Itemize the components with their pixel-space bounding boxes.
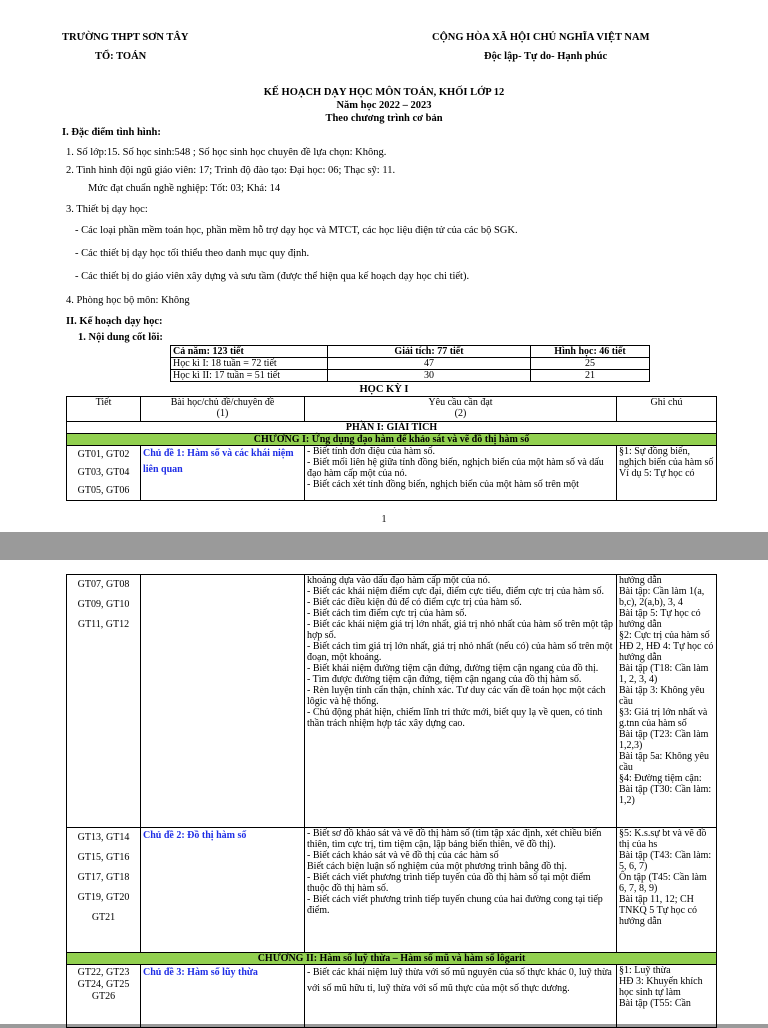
- section-2-heading: II. Kế hoạch dạy học:: [66, 316, 163, 327]
- table-cell: 30: [328, 370, 531, 382]
- requirement-item: - Biết sơ đồ khảo sát và vẽ đồ thị hàm số (tìm tập xác định, xét chiều biến thiên, tìm cực trị, tìm tiệm cận, lập bảng biến thiên, vẽ đồ thị).: [307, 828, 602, 850]
- topic-cell: [141, 575, 305, 828]
- notes-cell: [617, 828, 717, 953]
- period-label: GT05, GT06: [77, 485, 130, 496]
- note-item: Bài tập (T23: Cần làm 1,2,3): [619, 729, 709, 751]
- period-label: GT22, GT23: [77, 967, 130, 978]
- note-item: Bài tập 3: Không yêu cầu: [619, 685, 705, 707]
- requirement-item: khoảng dựa vào dấu đạo hàm cấp một của nó.: [307, 575, 491, 586]
- column-header-requirements-number: (2): [454, 408, 467, 419]
- note-item: §2: Cực trị của hàm số: [619, 630, 710, 641]
- column-header-topic-label: Bài học/chủ đề/chuyên đề: [170, 397, 275, 408]
- document-page-2: [0, 560, 768, 1024]
- period-cell: [67, 575, 141, 828]
- table-row: [67, 446, 717, 501]
- note-item: hướng dẫn: [619, 575, 662, 586]
- part-row: [67, 422, 717, 434]
- period-label: GT24, GT25: [77, 979, 130, 990]
- period-label: GT13, GT14: [77, 832, 130, 843]
- chapter-row: [67, 953, 717, 965]
- section-1-item-2: 2. Tình hình đội ngũ giáo viên: 17; Trình độ đào tạo: Đại học: 06; Thạc sỹ: 11.: [66, 165, 396, 176]
- note-item: §1: Luỹ thừa: [619, 965, 671, 976]
- section-1-item-4: 4. Phòng học bộ môn: Không: [66, 295, 190, 306]
- table-cell: 25: [531, 358, 650, 370]
- notes-cell: [617, 575, 717, 828]
- topic-cell: Chủ đề 3: Hàm số lũy thừa: [141, 965, 305, 1028]
- column-header-period: Tiết: [67, 397, 141, 422]
- period-label: GT09, GT10: [77, 599, 130, 610]
- summary-table: [170, 345, 650, 382]
- requirement-item: - Biết mối liên hệ giữa tính đồng biến, nghịch biến của một hàm số và dấu đạo hàm cấp một của nó.: [307, 457, 604, 479]
- requirement-item: - Biết các khái niệm luỹ thừa với số mũ nguyên của số thực khác 0, luỹ thừa với số mũ hữu tỉ, luỹ thừa với số mũ thực của một số thực dương.: [307, 967, 612, 994]
- section-1-item-3b: - Các thiết bị dạy học tối thiểu theo danh mục quy định.: [75, 248, 310, 259]
- requirement-item: - Biết cách viết phương trình tiếp tuyến chung của hai đường cong tại tiếp điểm.: [307, 894, 603, 916]
- section-1-item-1: 1. Số lớp:15. Số học sinh:548 ; Số học sinh học chuyên đề lựa chọn: Không.: [66, 147, 387, 158]
- table-row: [67, 828, 717, 953]
- note-item: §3: Giá trị lớn nhất và g.tnn của hàm số: [619, 707, 708, 729]
- requirements-cell: [305, 828, 617, 953]
- table-cell: Học kì II: 17 tuần = 51 tiết: [171, 370, 328, 382]
- requirements-cell: [305, 965, 617, 1028]
- document-title: KẾ HOẠCH DẠY HỌC MÔN TOÁN, KHỐI LỚP 12: [263, 87, 505, 98]
- column-header-topic-number: (1): [216, 408, 229, 419]
- period-label: GT15, GT16: [77, 852, 130, 863]
- period-label: GT21: [91, 912, 116, 923]
- requirements-cell: [305, 446, 617, 501]
- table-row: [67, 575, 717, 828]
- requirement-item: - Biết cách viết phương trình tiếp tuyến của đồ thị hàm số tại một điểm thuộc đồ thị hàm số.: [307, 872, 591, 894]
- section-1-heading: I. Đặc điểm tình hình:: [62, 127, 161, 138]
- chapter-row: [67, 434, 717, 446]
- column-header-notes: Ghi chú: [617, 397, 717, 422]
- table-header-row: [67, 397, 717, 422]
- note-item: HĐ 2, HĐ 4: Tự học có hướng dẫn: [619, 641, 714, 663]
- period-label: GT03, GT04: [77, 467, 130, 478]
- chapter-2-heading: CHƯƠNG II: Hàm số luỹ thừa – Hàm số mũ và hàm số lôgarit: [67, 953, 717, 965]
- table-cell: 47: [328, 358, 531, 370]
- note-item: Bài tập 5: Tự học có hướng dẫn: [619, 608, 701, 630]
- period-label: GT07, GT08: [77, 579, 130, 590]
- table-cell: Giải tích: 77 tiết: [328, 346, 531, 358]
- table-row: [171, 358, 650, 370]
- period-cell: [67, 828, 141, 953]
- notes-cell: [617, 446, 717, 501]
- note-item: Bài tập (T18: Cần làm 1, 2, 3, 4): [619, 663, 709, 685]
- column-header-requirements: [305, 397, 617, 422]
- requirement-item: - Tìm được đường tiệm cận đứng, tiệm cận ngang của đồ thị hàm số.: [307, 674, 582, 685]
- table-cell: Học kì I: 18 tuần = 72 tiết: [171, 358, 328, 370]
- requirements-cell: [305, 575, 617, 828]
- semester-heading: HỌC KỲ I: [359, 384, 409, 395]
- column-header-requirements-label: Yêu cầu cần đạt: [428, 397, 493, 408]
- requirement-item: - Biết các khái niệm giá trị lớn nhất, giá trị nhỏ nhất của hàm số trên một tập hợp số.: [307, 619, 614, 641]
- requirement-item: - Biết cách tìm điểm cực trị của hàm số.: [307, 608, 467, 619]
- page-number: 1: [381, 514, 387, 525]
- requirement-item: - Biết cách khảo sát và vẽ đồ thị của các hàm số: [307, 850, 499, 861]
- note-item: Bài tập (T43: Cần làm: 5, 6, 7): [619, 850, 712, 872]
- table-row: [171, 370, 650, 382]
- section-1-item-3c: - Các thiết bị do giáo viên xây dựng và sưu tầm (được thể hiện qua kế hoạch dạy học chi tiết).: [75, 271, 470, 282]
- section-1-item-3: 3. Thiết bị dạy học:: [66, 204, 148, 215]
- motto: Độc lập- Tự do- Hạnh phúc: [484, 51, 608, 62]
- school-name: TRƯỜNG THPT SƠN TÂY: [62, 32, 189, 43]
- country-name: CỘNG HÒA XÃ HỘI CHỦ NGHĨA VIỆT NAM: [432, 32, 650, 43]
- requirement-item: - Biết các điều kiện đủ để có điểm cực trị của hàm số.: [307, 597, 522, 608]
- note-item: HĐ 3: Khuyến khích học sinh tự làm: [619, 976, 703, 998]
- column-header-topic: [141, 397, 305, 422]
- period-label: GT11, GT12: [77, 619, 130, 630]
- school-year: Năm học 2022 – 2023: [336, 100, 432, 111]
- period-cell: [67, 446, 141, 501]
- requirement-item: - Biết cách xét tính đồng biến, nghịch biến của một hàm số trên một: [307, 479, 579, 490]
- note-item: Ví dụ 5: Tự học có: [619, 468, 695, 479]
- lesson-plan-table: [66, 396, 717, 501]
- note-item: Bài tập 11, 12; CH TNKQ 5 Tự học có hướng dẫn: [619, 894, 697, 927]
- note-item: Bài tập 5a: Không yêu cầu: [619, 751, 709, 773]
- table-row: [67, 965, 717, 1028]
- department-name: TỔ: TOÁN: [95, 51, 147, 62]
- requirement-item: - Biết tính đơn điệu của hàm số.: [307, 446, 436, 457]
- note-item: §1: Sự đồng biến, nghịch biến của hàm số: [619, 446, 714, 468]
- section-1-item-3a: - Các loại phần mềm toán học, phần mềm hỗ trợ dạy học và MTCT, các học liệu điện tử của các bộ SGK.: [75, 225, 518, 236]
- table-cell: 21: [531, 370, 650, 382]
- requirement-item: - Rèn luyện tính cẩn thận, chính xác. Tư duy các vấn đề toán học một cách lôgic và hệ thống.: [307, 685, 606, 707]
- chapter-1-heading: CHƯƠNG I: Ứng dụng đạo hàm để khảo sát và vẽ đồ thị hàm số: [67, 434, 717, 446]
- part-1-heading: PHẦN I: GIẢI TÍCH: [67, 422, 717, 434]
- table-cell: Cả năm: 123 tiết: [171, 346, 328, 358]
- period-label: GT01, GT02: [77, 449, 130, 460]
- table-cell: Hình học: 46 tiết: [531, 346, 650, 358]
- note-item: §4: Đường tiệm cận: Bài tập (T30: Cần làm: 1,2): [619, 773, 712, 806]
- section-1-item-2b: Mức đạt chuẩn nghề nghiệp: Tốt: 03; Khá: 14: [88, 183, 281, 194]
- period-label: GT17, GT18: [77, 872, 130, 883]
- period-label: GT26: [91, 991, 116, 1002]
- requirement-item: - Chủ động phát hiện, chiếm lĩnh tri thức mới, biết quy lạ về quen, có tinh thần trách nhiệm hợp tác xây dựng cao.: [307, 707, 603, 729]
- period-cell: [67, 965, 141, 1028]
- topic-cell: Chủ đề 2: Đồ thị hàm số: [141, 828, 305, 953]
- note-item: Bài tập (T55: Cần: [619, 998, 691, 1009]
- note-item: Bài tập: Cần làm 1(a, b,c), 2(a,b), 3, 4: [619, 586, 705, 608]
- notes-cell: [617, 965, 717, 1028]
- note-item: Ôn tập (T45: Cần làm 6, 7, 8, 9): [619, 872, 707, 894]
- program-name: Theo chương trình cơ bản: [325, 113, 443, 124]
- lesson-plan-table-continued: [66, 574, 717, 1028]
- requirement-item: - Biết các khái niệm điểm cực đại, điểm cực tiểu, điểm cực trị của hàm số.: [307, 586, 604, 597]
- requirement-item: - Biết khái niệm đường tiệm cận đứng, đường tiệm cận ngang của đồ thị.: [307, 663, 599, 674]
- requirement-item: - Biết cách tìm giá trị lớn nhất, giá trị nhỏ nhất (nếu có) của hàm số trên một đoạn, một khoảng.: [307, 641, 613, 663]
- section-2-sub-1: 1. Nội dung cốt lõi:: [78, 332, 163, 343]
- note-item: §5: K.s.sự bt và vẽ đồ thị của hs: [619, 828, 707, 850]
- requirement-item: Biết cách biện luận số nghiệm của một phương trình bằng đồ thị.: [307, 861, 567, 872]
- topic-cell: Chủ đề 1: Hàm số và các khái niệm liên quan: [141, 446, 305, 501]
- period-label: GT19, GT20: [77, 892, 130, 903]
- table-row: [171, 346, 650, 358]
